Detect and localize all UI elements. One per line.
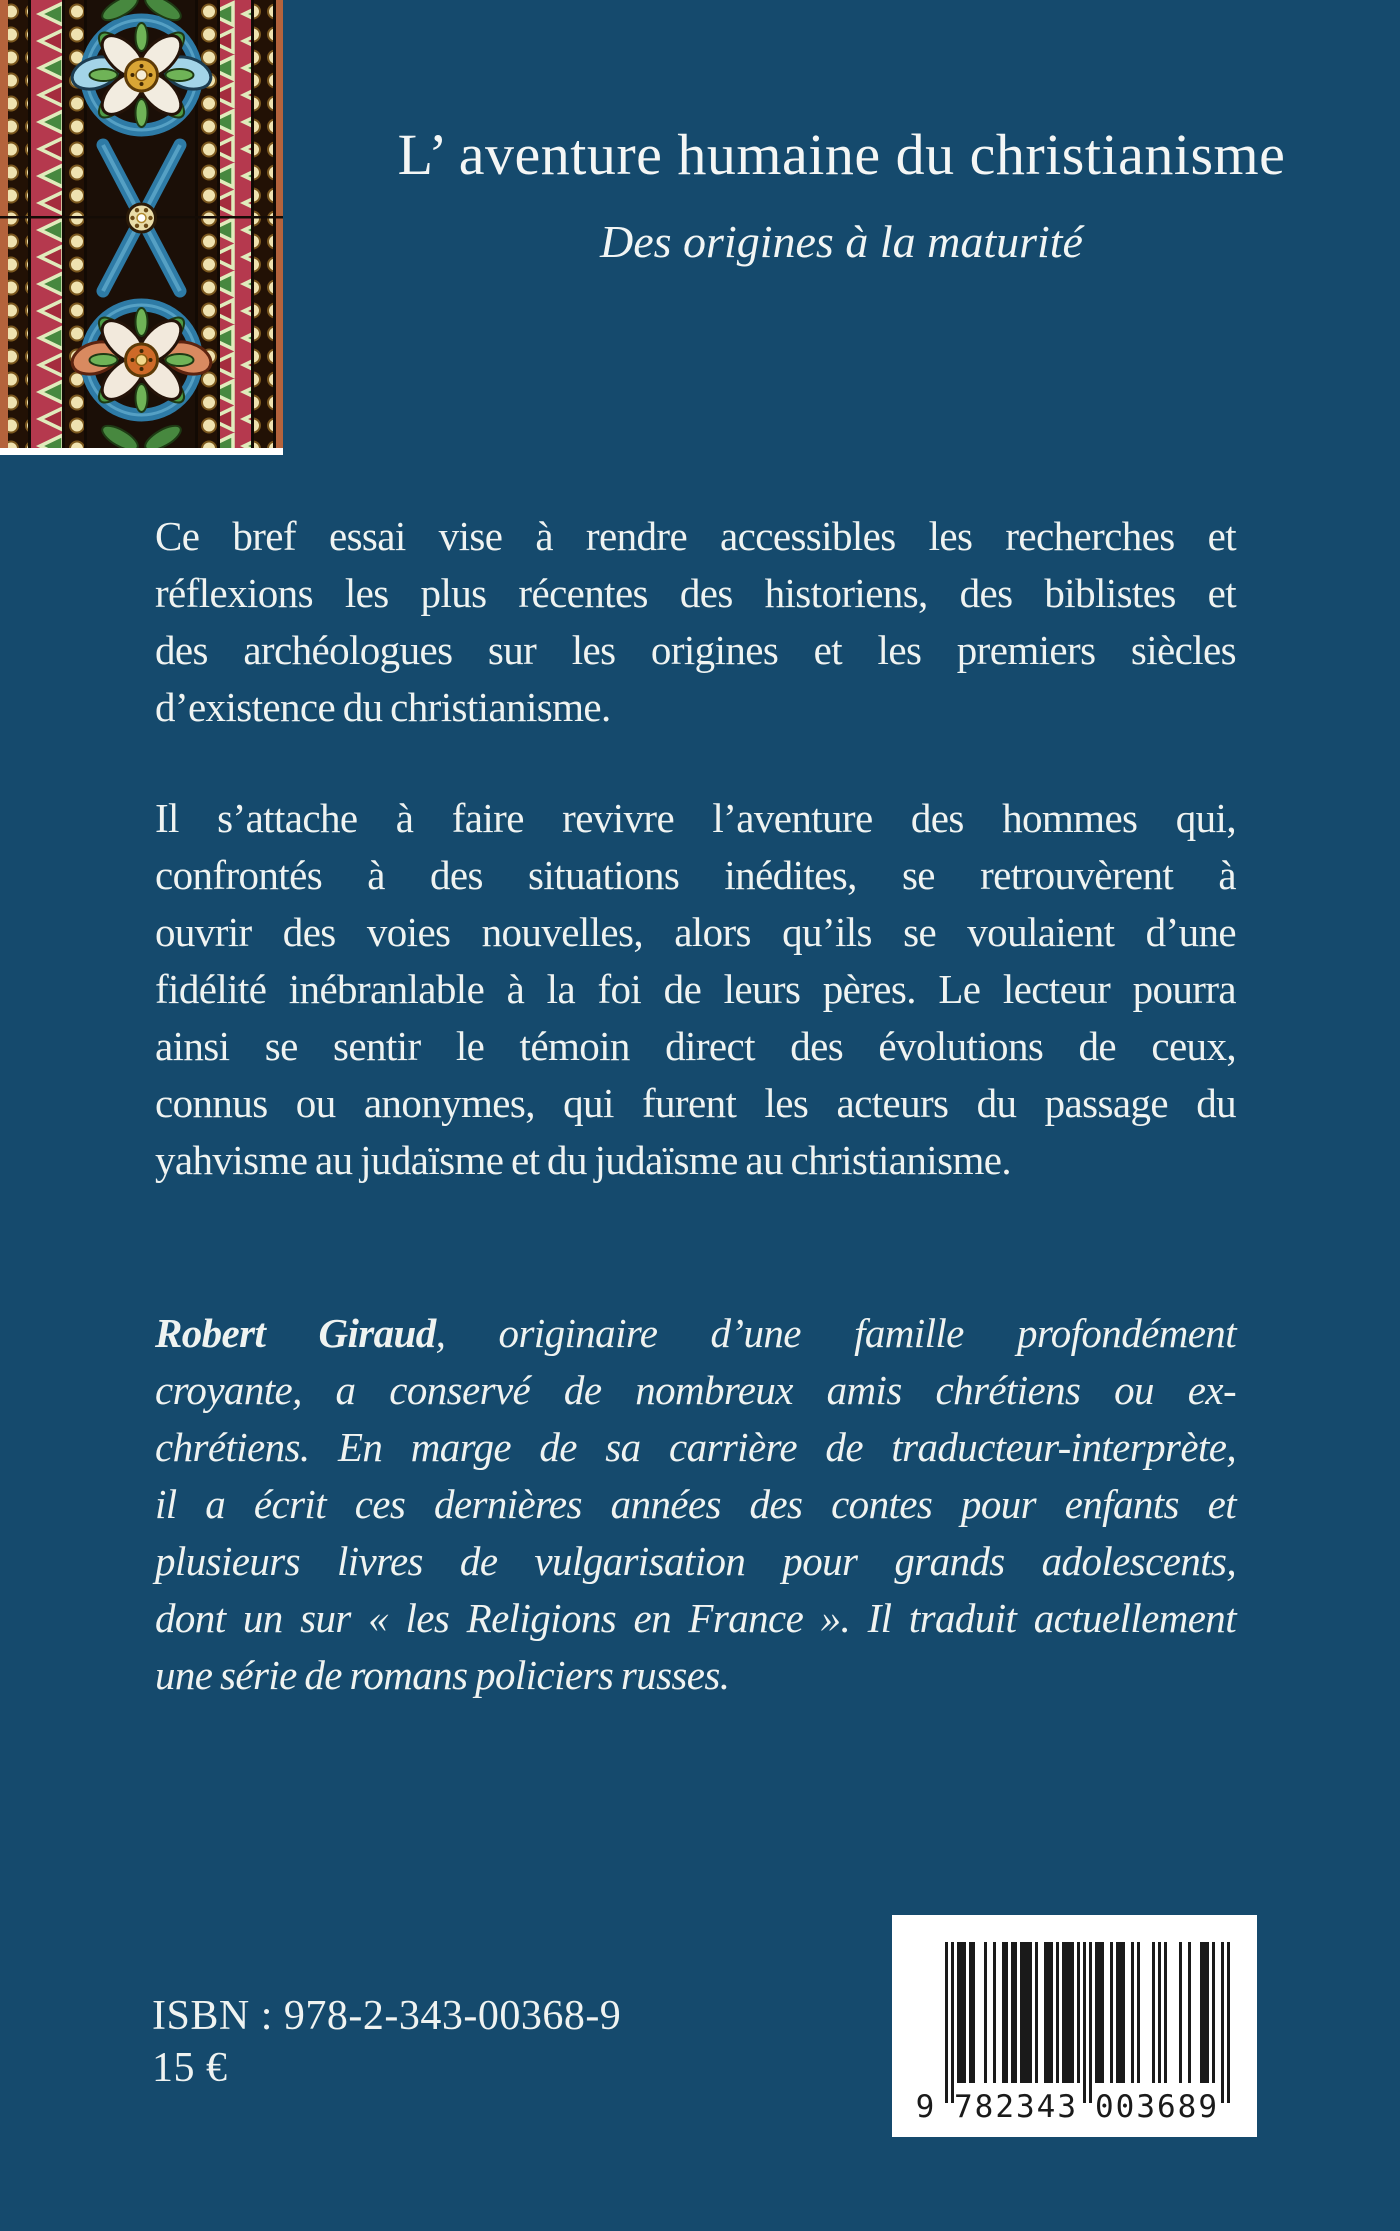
book-title: L’ aventure humaine du christianisme (397, 122, 1286, 187)
footer-block (152, 1990, 621, 2094)
author-bio-line: dont un sur « les Religions en France ». Il traduit actuellement (155, 1595, 1236, 1641)
author-bio-line: croyante, a conservé de nombreux amis chrétiens ou ex- (155, 1367, 1236, 1413)
synopsis-line: Il s’attache à faire revivre l’aventure des hommes qui, (155, 795, 1236, 841)
barcode-panel (892, 1915, 1257, 2137)
barcode-svg (892, 1915, 1257, 2137)
author-bio-line: plusieurs livres de vulgarisation pour grands adolescents, (155, 1538, 1236, 1584)
isbn-text: ISBN : 978-2-343-00368-9 (152, 1993, 622, 2039)
author-bio-line: chrétiens. En marge de sa carrière de traducteur-interprète, (155, 1424, 1236, 1470)
synopsis-line: yahvisme au judaïsme et du judaïsme au christianisme. (155, 1137, 1011, 1183)
barcode-digits-right: 003689 (1095, 2089, 1217, 2125)
author-name: Robert Giraud (155, 1310, 436, 1356)
synopsis-paragraph-1 (155, 508, 1236, 736)
synopsis-line: fidélité inébranlable à la foi de leurs pères. Le lecteur pourra (155, 966, 1236, 1012)
stained-glass-image (0, 0, 283, 448)
price-text: 15 € (152, 2045, 228, 2091)
author-bio-line: une série de romans policiers russes. (155, 1652, 730, 1698)
synopsis-paragraph-2 (155, 790, 1236, 1189)
barcode-digits-left: 782343 (954, 2089, 1076, 2125)
synopsis-line: Ce bref essai vise à rendre accessibles les recherches et (155, 513, 1236, 559)
synopsis-line: ainsi se sentir le témoin direct des évolutions de ceux, (155, 1023, 1236, 1069)
author-bio (155, 1305, 1236, 1704)
synopsis-line: confrontés à des situations inédites, se retrouvèrent à (155, 852, 1236, 898)
synopsis-line: connus ou anonymes, qui furent les acteurs du passage du (155, 1080, 1236, 1126)
author-bio-line: Robert Giraud, originaire d’une famille profondément (155, 1310, 1236, 1356)
barcode-digit-first: 9 (915, 2089, 935, 2125)
synopsis-line: ouvrir des voies nouvelles, alors qu’ils se voulaient d’une (155, 909, 1236, 955)
book-subtitle: Des origines à la maturité (600, 216, 1083, 267)
stained-glass-artwork (0, 0, 283, 455)
author-bio-line: il a écrit ces dernières années des contes pour enfants et (155, 1481, 1236, 1527)
synopsis-line: des archéologues sur les origines et les premiers siècles (155, 627, 1236, 673)
synopsis-line: d’existence du christianisme. (155, 684, 611, 730)
synopsis-line: réflexions les plus récentes des historiens, des biblistes et (155, 570, 1236, 616)
